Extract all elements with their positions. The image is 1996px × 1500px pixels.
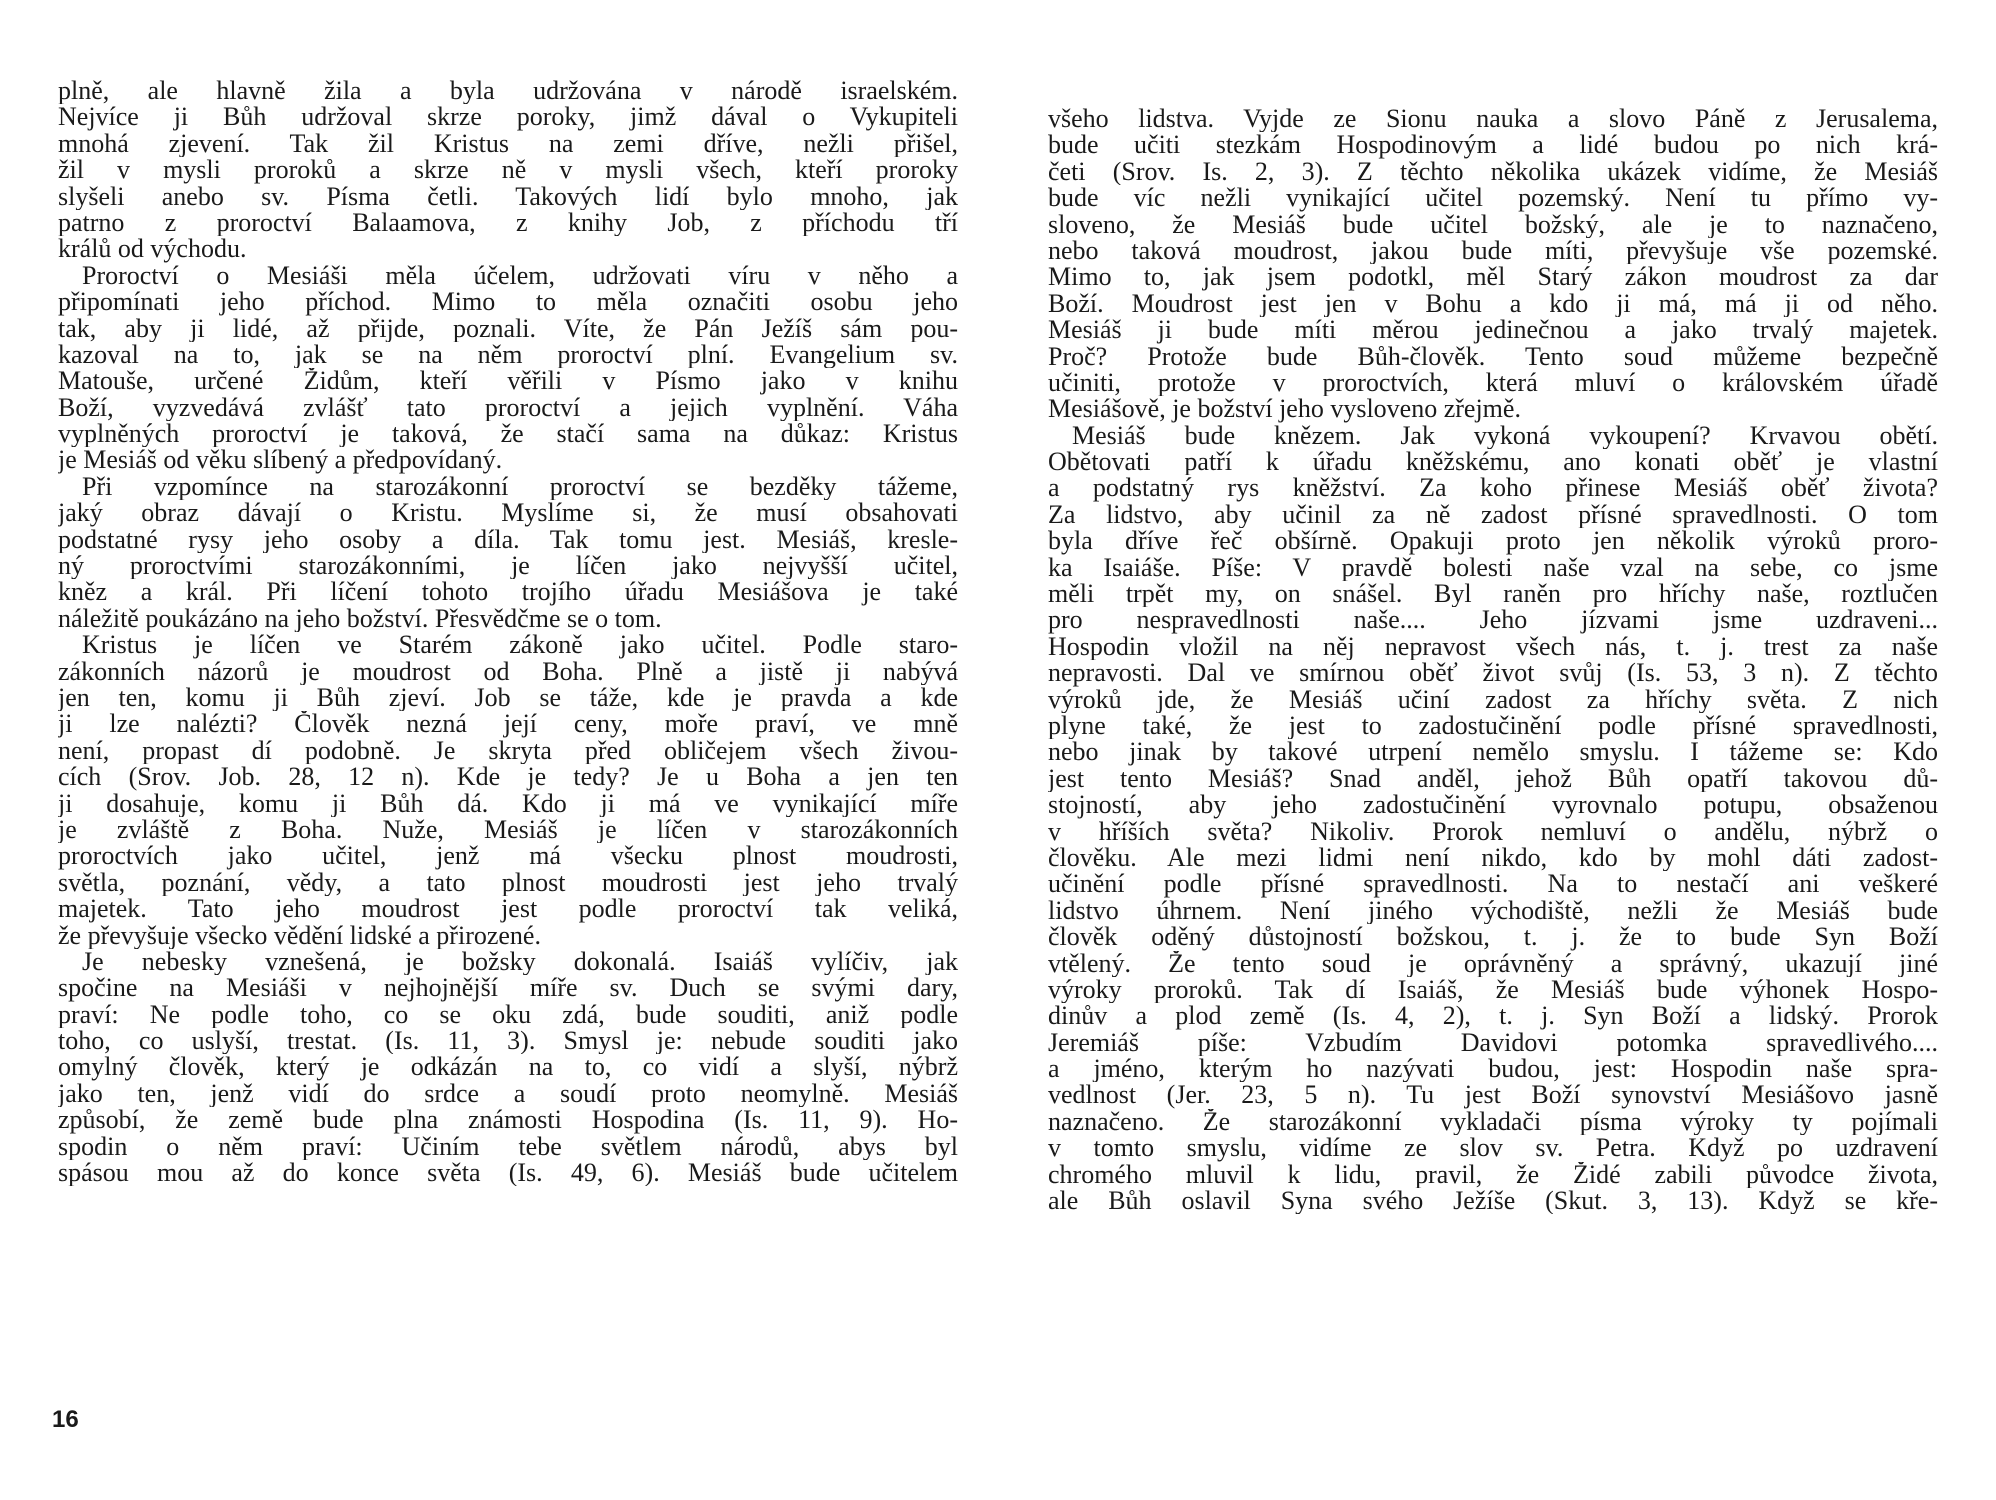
- text-line: majetek. Tato jeho moudrost jest podle proroctví tak veliká,: [58, 896, 958, 923]
- text-line: mnohá zjevení. Tak žil Kristus na zemi dříve, nežli přišel,: [58, 130, 958, 158]
- text-line: Mesiášově, je božství jeho vysloveno zřejmě.: [1048, 396, 1521, 423]
- text-line: toho, co uslyší, trestat. (Is. 11, 3). Smysl je: nebude souditi jako: [58, 1028, 958, 1055]
- text-line: v hříších světa? Nikoliv. Prorok nemluví o andělu, nýbrž o: [1048, 818, 1938, 845]
- text-line: výroky proroků. Tak dí Isaiáš, že Mesiáš bude výhonek Hospo-: [1048, 976, 1938, 1004]
- text-line: Proroctví o Mesiáši měla účelem, udržovati víru v něho a: [82, 262, 958, 290]
- text-line: jako ten, jenž vidí do srdce a soudí proto neomylně. Mesiáš: [58, 1080, 958, 1108]
- text-line: Je nebesky vznešená, je božsky dokonalá. Isaiáš vylíčiv, jak: [82, 948, 958, 976]
- text-line: vyplněných proroctví je taková, že stačí sama na důkaz: Kristus: [58, 421, 958, 448]
- text-line: a jméno, kterým ho nazývati budou, jest: Hospodin naše spra-: [1048, 1056, 1938, 1083]
- text-line: učinění podle přísné spravedlnosti. Na to nestačí ani veškeré: [1048, 871, 1938, 898]
- text-line: Mimo to, jak jsem podotkl, měl Starý zákon moudrost za dar: [1048, 264, 1938, 291]
- text-line: Jeremiáš píše: Vzbudím Davidovi potomka spravedlivého....: [1048, 1029, 1938, 1057]
- text-line: stojností, aby jeho zadostučinění vyrovnalo potupu, obsaženou: [1048, 792, 1938, 819]
- text-line: Mesiáš ji bude míti měrou jedinečnou a jako trvalý majetek.: [1048, 317, 1938, 344]
- text-line: Boží. Moudrost jest jen v Bohu a kdo ji má, má ji od něho.: [1048, 290, 1938, 318]
- text-line: Za lidstvo, aby učinil za ně zadost přísné spravedlnosti. O tom: [1048, 501, 1938, 529]
- text-line: jen ten, komu ji Bůh zjeví. Job se táže, kde je pravda a kde: [58, 684, 958, 712]
- text-line: slyšeli anebo sv. Písma četli. Takových lidí bylo mnoho, jak: [58, 183, 958, 210]
- text-line: plně, ale hlavně žila a byla udržována v národě israelském.: [58, 78, 958, 105]
- text-line: jaký obraz dávají o Kristu. Myslíme si, že musí obsahovati: [58, 500, 958, 527]
- text-line: Obětovati patří k úřadu kněžskému, ano konati oběť je vlastní: [1048, 449, 1938, 476]
- text-line: výroků jde, že Mesiáš učiní zadost za hříchy světa. Z nich: [1048, 686, 1938, 713]
- text-line: Kristus je líčen ve Starém zákoně jako učitel. Podle staro-: [82, 632, 958, 659]
- text-line: králů od východu.: [58, 236, 247, 263]
- text-line: nepravosti. Dal ve smírnou oběť život svůj (Is. 53, 3 n). Z těchto: [1048, 660, 1938, 687]
- text-line: proroctvích jako učitel, jenž má všecku plnost moudrosti,: [58, 843, 958, 870]
- text-line: měli trpět my, on snášel. Byl raněn pro hříchy naše, roztlučen: [1048, 581, 1938, 608]
- text-line: způsobí, že země bude plna známosti Hospodina (Is. 11, 9). Ho-: [58, 1107, 958, 1134]
- text-line: Mesiáš bude knězem. Jak vykoná vykoupení? Krvavou obětí.: [1072, 422, 1938, 450]
- page-number: 16: [52, 1406, 79, 1433]
- text-line: vtělený. Že tento soud je oprávněný a správný, ukazují jiné: [1048, 950, 1938, 977]
- text-line: Boží, vyzvedává zvlášť tato proroctví a jejich vyplnění. Váha: [58, 394, 958, 422]
- text-line: že převyšuje všecko vědění lidské a přirozené.: [58, 922, 541, 949]
- text-line: připomínati jeho příchod. Mimo to měla označiti osobu jeho: [58, 289, 958, 316]
- text-line: náležitě poukázáno na jeho božství. Přesvědčme se o tom.: [58, 605, 662, 633]
- text-line: Nejvíce ji Bůh udržoval skrze poroky, jimž dával o Vykupiteli: [58, 104, 958, 131]
- text-line: pro nespravedlnosti naše.... Jeho jízvami jsme uzdraveni...: [1048, 607, 1938, 634]
- text-line: ale Bůh oslavil Syna svého Ježíše (Skut. 3, 13). Když se kře-: [1048, 1188, 1938, 1215]
- text-line: tak, aby ji lidé, až přijde, poznali. Víte, že Pán Ježíš sám pou-: [58, 315, 958, 342]
- text-line: chromého mluvil k lidu, pravil, že Židé zabili původce života,: [1048, 1161, 1938, 1189]
- text-line: je zvláště z Boha. Nuže, Mesiáš je líčen v starozákonních: [58, 816, 958, 844]
- text-line: vedlnost (Jer. 23, 5 n). Tu jest Boží synovství Mesiášovo jasně: [1048, 1082, 1938, 1109]
- text-line: spodin o něm praví: Učiním tebe světlem národů, abys byl: [58, 1133, 958, 1161]
- right-page-text: [1048, 106, 1938, 1214]
- text-line: Matouše, určené Židům, kteří věřili v Písmo jako v knihu: [58, 368, 958, 395]
- text-line: patrno z proroctví Balaamova, z knihy Job, z příchodu tří: [58, 209, 958, 237]
- text-line: bude učiti stezkám Hospodinovým a lidé budou po nich krá-: [1048, 132, 1938, 159]
- text-line: omylný člověk, který je odkázán na to, co vidí a slyší, nýbrž: [58, 1054, 958, 1081]
- right-page: [998, 0, 1996, 1500]
- text-line: naznačeno. Že starozákonní vykladači písma výroky ty pojímali: [1048, 1108, 1938, 1136]
- text-line: Proč? Protože bude Bůh-člověk. Tento soud můžeme bezpečně: [1048, 343, 1938, 370]
- text-line: zákonních názorů je moudrost od Boha. Plně a jistě ji nabývá: [58, 658, 958, 685]
- text-line: je Mesiáš od věku slíbený a předpovídaný.: [58, 447, 503, 474]
- text-line: jest tento Mesiáš? Snad anděl, jehož Bůh opatří takovou dů-: [1048, 765, 1938, 793]
- text-line: nebo jinak by takové utrpení nemělo smyslu. I tážeme se: Kdo: [1048, 739, 1938, 766]
- text-line: byla dříve řeč obšírně. Opakuji proto jen několik výroků proro-: [1048, 528, 1938, 555]
- text-line: podstatné rysy jeho osoby a díla. Tak tomu jest. Mesiáš, kresle-: [58, 526, 958, 554]
- text-line: ji dosahuje, komu ji Bůh dá. Kdo ji má ve vynikající míře: [58, 790, 958, 817]
- text-line: a podstatný rys kněžství. Za koho přinese Mesiáš oběť života?: [1048, 475, 1938, 502]
- text-line: učiniti, protože v proroctvích, která mluví o královském úřadě: [1048, 369, 1938, 397]
- left-page-text: [58, 78, 958, 1186]
- text-line: Při vzpomínce na starozákonní proroctví se bezděky tážeme,: [82, 473, 958, 501]
- text-line: všeho lidstva. Vyjde ze Sionu nauka a slovo Páně z Jerusalema,: [1048, 106, 1938, 133]
- text-line: sloveno, že Mesiáš bude učitel božský, ale je to naznačeno,: [1048, 211, 1938, 238]
- text-line: kněz a král. Při líčení tohoto trojího úřadu Mesiášova je také: [58, 579, 958, 606]
- text-line: cích (Srov. Job. 28, 12 n). Kde je tedy? Je u Boha a jen ten: [58, 764, 958, 791]
- text-line: ný proroctvími starozákonními, je líčen jako nejvyšší učitel,: [58, 553, 958, 580]
- text-line: člověk oděný důstojností božskou, t. j. že to bude Syn Boží: [1048, 924, 1938, 951]
- text-line: světla, poznání, vědy, a tato plnost moudrosti jest jeho trvalý: [58, 869, 958, 897]
- text-line: bude víc nežli vynikající učitel pozemský. Není tu přímo vy-: [1048, 185, 1938, 212]
- text-line: Hospodin vložil na něj nepravost všech nás, t. j. trest za naše: [1048, 633, 1938, 661]
- text-line: kazoval na to, jak se na něm proroctví plní. Evangelium sv.: [58, 341, 958, 369]
- text-line: žil v mysli proroků a skrze ně v mysli všech, kteří proroky: [58, 157, 958, 184]
- text-line: četi (Srov. Is. 2, 3). Z těchto několika ukázek vidíme, že Mesiáš: [1048, 158, 1938, 186]
- text-line: dinův a plod země (Is. 4, 2), t. j. Syn Boží a lidský. Prorok: [1048, 1003, 1938, 1030]
- text-line: nebo taková moudrost, jakou bude míti, převyšuje vše pozemské.: [1048, 237, 1938, 265]
- text-line: není, propast dí podobně. Je skryta před obličejem všech živou-: [58, 737, 958, 765]
- text-line: v tomto smyslu, vidíme ze slov sv. Petra. Když po uzdravení: [1048, 1135, 1938, 1162]
- text-line: praví: Ne podle toho, co se oku zdá, bude souditi, aniž podle: [58, 1001, 958, 1029]
- text-line: spočine na Mesiáši v nejhojnější míře sv. Duch se svými dary,: [58, 975, 958, 1002]
- text-line: ka Isaiáše. Píše: V pravdě bolesti naše vzal na sebe, co jsme: [1048, 554, 1938, 582]
- text-line: ji lze nalézti? Člověk nezná její ceny, moře praví, ve mně: [58, 711, 958, 738]
- text-line: člověku. Ale mezi lidmi není nikdo, kdo by mohl dáti zadost-: [1048, 844, 1938, 872]
- text-line: spásou mou až do konce světa (Is. 49, 6). Mesiáš bude učitelem: [58, 1160, 958, 1187]
- text-line: lidstvo úhrnem. Není jiného východiště, nežli že Mesiáš bude: [1048, 897, 1938, 925]
- text-line: plyne také, že jest to zadostučinění podle přísné spravedlnosti,: [1048, 712, 1938, 740]
